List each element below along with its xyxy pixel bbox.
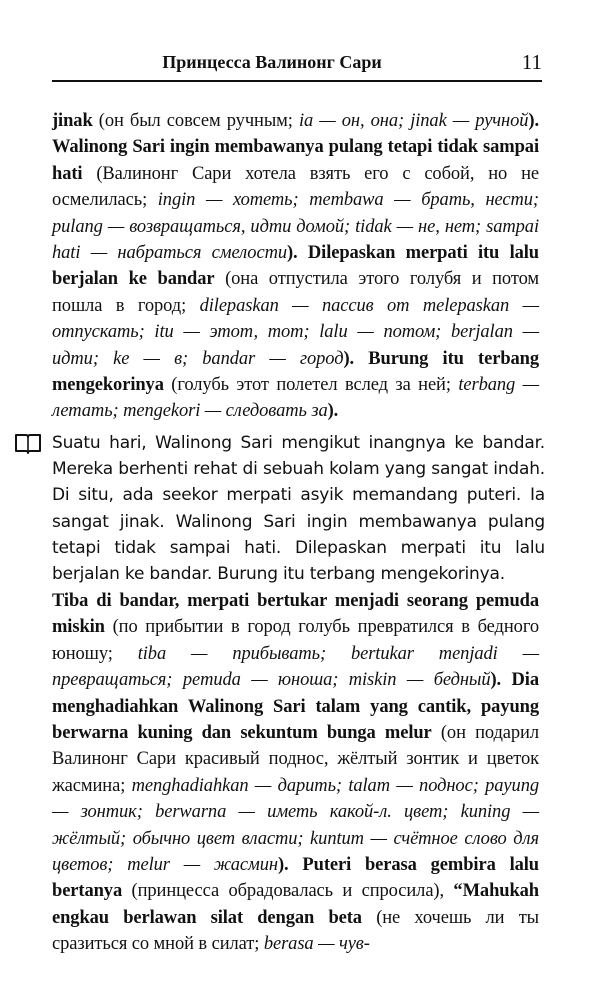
p2-gloss: berasa — чув- [263,934,370,955]
p2-translation: (принцесса обрадовалась и спросила), [122,881,454,902]
commentary-paragraph-1 [52,108,539,425]
open-book-icon [14,432,42,454]
p1-translation: (голубь этот полетел вслед за ней; [163,375,459,396]
p1-gloss: ia — он, она; jinak — ручной [298,111,529,131]
p2-malay-phrase: Tiba di bandar, merpati bertukar menjadi seorang pemuda miskin [52,591,539,638]
p2-malay-phrase: ). Dia menghadiahkan Walinong Sari talam yang cantik, payung berwarna kuning dan sekuntum bunga melur [52,670,539,744]
malay-reading-text: Suatu hari, Walinong Sari mengikut inangnya ke bandar. Mereka berhenti rehat di sebuah kolam yang sangat indah. Di situ, ada seekor merpati asyik memandang puteri. Ia sangat jinak. Walinong Sari ingin membawanya pulang tetapi tidak sampai hati. Dilepaskan merpati itu lalu berjalan ke bandar. Burung itu terbang mengekorinya. [52,433,545,585]
p1-malay-phrase: ). Dilepaskan merpati itu lalu berjalan ke bandar [52,243,539,290]
p2-translation: (по прибытии в город голубь превратился в бедного юношу; [52,617,539,664]
p1-malay-phrase: ). Burung itu terbang mengekorinya [52,348,539,396]
header-rule [52,80,542,82]
p2-gloss: tiba — прибывать; bertukar menjadi — превращаться; pemuda — юноша; miskin — бедный [52,643,539,691]
p1-gloss: ingin — хотеть; membawa — брать, нести; pulang — возвращаться, идти домой; tidak — не, нет; sampai hati — набраться смелости [52,190,539,264]
p1-gloss: terbang — летать; mengekori — следовать за [52,375,539,422]
p2-malay-phrase: ). Puteri berasa gembira lalu bertanya [52,855,539,902]
p1-malay-phrase: jinak [52,111,93,131]
commentary-paragraph-2 [52,588,539,958]
p1-translation: (он был совсем ручным; [92,111,299,131]
page-number: 11 [521,50,542,74]
p2-translation: (он подарил Валинонг Сари красивый поднос, жёлтый зонтик и цветок жасмина; [52,723,539,796]
running-head [52,48,542,82]
p1-malay-phrase: ). Walinong Sari ingin membawanya pulang tetapi tidak sampai hati [52,111,540,184]
p1-gloss: dilepaskan — пассив от melepaskan — отпускать; itu — этот, тот; lalu — потом; berjalan — идти; ke — в; bandar — город [52,295,539,369]
p1-translation: (она отпустила этого голубя и потом пошла в город; [52,269,539,316]
p1-translation: (Валинонг Сари хотела взять его с собой, но не осмелилась; [52,163,539,211]
p2-translation: (не хочешь ли ты сразиться со мной в силат; [52,907,540,955]
running-title: Принцесса Валинонг Сари [162,52,382,72]
p1-malay-phrase: ). [327,401,339,422]
p2-gloss: menghadiahkan — дарить; talam — поднос; payung — зонтик; berwarna — иметь какой-л. цвет; kuning — жёлтый; обычно цвет власти; kuntum — счётное слово для цветов; melur — жасмин [52,775,539,876]
p2-malay-phrase: “Mahukah engkau berlawan silat dengan beta [52,881,539,928]
